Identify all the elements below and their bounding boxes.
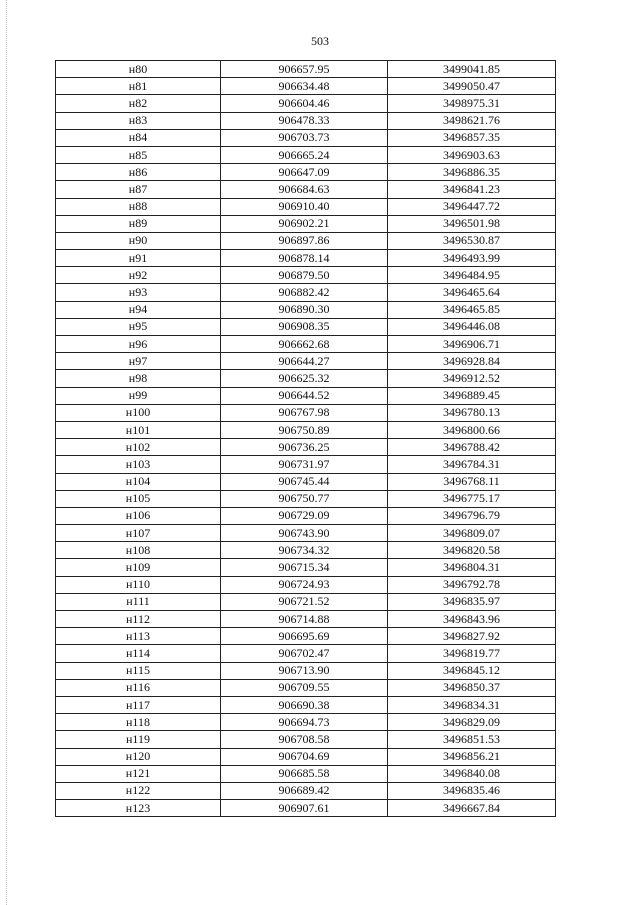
table-row <box>56 490 556 507</box>
x-coordinate-cell: 906689.42 <box>221 782 388 799</box>
table-row <box>56 232 556 249</box>
table-row <box>56 800 556 817</box>
table-row <box>56 576 556 593</box>
y-coordinate-cell: 3498621.76 <box>388 112 556 129</box>
table-row <box>56 78 556 95</box>
table-row <box>56 782 556 799</box>
x-coordinate-cell: 906879.50 <box>221 267 388 284</box>
x-coordinate-cell: 906882.42 <box>221 284 388 301</box>
table-row <box>56 525 556 542</box>
point-id-cell: н83 <box>56 112 221 129</box>
y-coordinate-cell: 3496827.92 <box>388 628 556 645</box>
table-row <box>56 473 556 490</box>
y-coordinate-cell: 3496889.45 <box>388 387 556 404</box>
table-row <box>56 95 556 112</box>
table-row <box>56 714 556 731</box>
x-coordinate-cell: 906736.25 <box>221 439 388 456</box>
y-coordinate-cell: 3496484.95 <box>388 267 556 284</box>
x-coordinate-cell: 906709.55 <box>221 679 388 696</box>
table-row <box>56 146 556 163</box>
y-coordinate-cell: 3499050.47 <box>388 78 556 95</box>
y-coordinate-cell: 3498975.31 <box>388 95 556 112</box>
y-coordinate-cell: 3496912.52 <box>388 370 556 387</box>
x-coordinate-cell: 906685.58 <box>221 765 388 782</box>
point-id-cell: н102 <box>56 439 221 456</box>
table-row <box>56 129 556 146</box>
point-id-cell: н89 <box>56 215 221 232</box>
scan-edge <box>6 0 7 905</box>
table-row <box>56 61 556 78</box>
point-id-cell: н109 <box>56 559 221 576</box>
y-coordinate-cell: 3496886.35 <box>388 164 556 181</box>
point-id-cell: н85 <box>56 146 221 163</box>
y-coordinate-cell: 3496829.09 <box>388 714 556 731</box>
y-coordinate-cell: 3496906.71 <box>388 336 556 353</box>
y-coordinate-cell: 3496857.35 <box>388 129 556 146</box>
point-id-cell: н93 <box>56 284 221 301</box>
y-coordinate-cell: 3496784.31 <box>388 456 556 473</box>
x-coordinate-cell: 906750.77 <box>221 490 388 507</box>
x-coordinate-cell: 906750.89 <box>221 421 388 438</box>
y-coordinate-cell: 3496928.84 <box>388 353 556 370</box>
y-coordinate-cell: 3496851.53 <box>388 731 556 748</box>
point-id-cell: н112 <box>56 611 221 628</box>
y-coordinate-cell: 3496780.13 <box>388 404 556 421</box>
point-id-cell: н81 <box>56 78 221 95</box>
x-coordinate-cell: 906745.44 <box>221 473 388 490</box>
x-coordinate-cell: 906702.47 <box>221 645 388 662</box>
x-coordinate-cell: 906708.58 <box>221 731 388 748</box>
point-id-cell: н106 <box>56 507 221 524</box>
y-coordinate-cell: 3496465.64 <box>388 284 556 301</box>
y-coordinate-cell: 3496856.21 <box>388 748 556 765</box>
table-row <box>56 507 556 524</box>
table-row <box>56 250 556 267</box>
point-id-cell: н96 <box>56 336 221 353</box>
table-row <box>56 559 556 576</box>
x-coordinate-cell: 906743.90 <box>221 525 388 542</box>
x-coordinate-cell: 906908.35 <box>221 318 388 335</box>
y-coordinate-cell: 3496447.72 <box>388 198 556 215</box>
x-coordinate-cell: 906694.73 <box>221 714 388 731</box>
y-coordinate-cell: 3496792.78 <box>388 576 556 593</box>
x-coordinate-cell: 906644.52 <box>221 387 388 404</box>
y-coordinate-cell: 3496903.63 <box>388 146 556 163</box>
point-id-cell: н88 <box>56 198 221 215</box>
y-coordinate-cell: 3496667.84 <box>388 800 556 817</box>
table-row <box>56 370 556 387</box>
y-coordinate-cell: 3496768.11 <box>388 473 556 490</box>
table-row <box>56 284 556 301</box>
x-coordinate-cell: 906647.09 <box>221 164 388 181</box>
table-row <box>56 198 556 215</box>
point-id-cell: н104 <box>56 473 221 490</box>
table-row <box>56 765 556 782</box>
table-row <box>56 301 556 318</box>
y-coordinate-cell: 3496809.07 <box>388 525 556 542</box>
table-row <box>56 645 556 662</box>
x-coordinate-cell: 906907.61 <box>221 800 388 817</box>
x-coordinate-cell: 906690.38 <box>221 696 388 713</box>
x-coordinate-cell: 906721.52 <box>221 593 388 610</box>
point-id-cell: н107 <box>56 525 221 542</box>
table-row <box>56 628 556 645</box>
x-coordinate-cell: 906714.88 <box>221 611 388 628</box>
x-coordinate-cell: 906910.40 <box>221 198 388 215</box>
x-coordinate-cell: 906478.33 <box>221 112 388 129</box>
point-id-cell: н122 <box>56 782 221 799</box>
point-id-cell: н123 <box>56 800 221 817</box>
y-coordinate-cell: 3496788.42 <box>388 439 556 456</box>
table-row <box>56 593 556 610</box>
point-id-cell: н114 <box>56 645 221 662</box>
x-coordinate-cell: 906767.98 <box>221 404 388 421</box>
point-id-cell: н117 <box>56 696 221 713</box>
table-row <box>56 679 556 696</box>
point-id-cell: н115 <box>56 662 221 679</box>
page-number: 503 <box>311 34 329 48</box>
y-coordinate-cell: 3496841.23 <box>388 181 556 198</box>
x-coordinate-cell: 906731.97 <box>221 456 388 473</box>
point-id-cell: н99 <box>56 387 221 404</box>
point-id-cell: н103 <box>56 456 221 473</box>
y-coordinate-cell: 3496843.96 <box>388 611 556 628</box>
point-id-cell: н110 <box>56 576 221 593</box>
x-coordinate-cell: 906604.46 <box>221 95 388 112</box>
table-row <box>56 748 556 765</box>
x-coordinate-cell: 906662.68 <box>221 336 388 353</box>
y-coordinate-cell: 3496775.17 <box>388 490 556 507</box>
y-coordinate-cell: 3496840.08 <box>388 765 556 782</box>
point-id-cell: н105 <box>56 490 221 507</box>
point-id-cell: н91 <box>56 250 221 267</box>
x-coordinate-cell: 906729.09 <box>221 507 388 524</box>
table-row <box>56 542 556 559</box>
y-coordinate-cell: 3496834.31 <box>388 696 556 713</box>
table-row <box>56 404 556 421</box>
point-id-cell: н108 <box>56 542 221 559</box>
table-row <box>56 181 556 198</box>
x-coordinate-cell: 906713.90 <box>221 662 388 679</box>
table-row <box>56 662 556 679</box>
x-coordinate-cell: 906734.32 <box>221 542 388 559</box>
point-id-cell: н90 <box>56 232 221 249</box>
y-coordinate-cell: 3496835.46 <box>388 782 556 799</box>
y-coordinate-cell: 3496804.31 <box>388 559 556 576</box>
point-id-cell: н121 <box>56 765 221 782</box>
point-id-cell: н82 <box>56 95 221 112</box>
x-coordinate-cell: 906684.63 <box>221 181 388 198</box>
x-coordinate-cell: 906703.73 <box>221 129 388 146</box>
table-row <box>56 112 556 129</box>
table-row <box>56 696 556 713</box>
coordinates-table <box>55 60 556 817</box>
point-id-cell: н80 <box>56 61 221 78</box>
point-id-cell: н100 <box>56 404 221 421</box>
point-id-cell: н119 <box>56 731 221 748</box>
x-coordinate-cell: 906695.69 <box>221 628 388 645</box>
x-coordinate-cell: 906897.86 <box>221 232 388 249</box>
y-coordinate-cell: 3496530.87 <box>388 232 556 249</box>
point-id-cell: н118 <box>56 714 221 731</box>
point-id-cell: н86 <box>56 164 221 181</box>
table-row <box>56 611 556 628</box>
table-row <box>56 164 556 181</box>
y-coordinate-cell: 3496465.85 <box>388 301 556 318</box>
x-coordinate-cell: 906724.93 <box>221 576 388 593</box>
table-row <box>56 439 556 456</box>
y-coordinate-cell: 3496800.66 <box>388 421 556 438</box>
point-id-cell: н97 <box>56 353 221 370</box>
point-id-cell: н111 <box>56 593 221 610</box>
point-id-cell: н120 <box>56 748 221 765</box>
table-row <box>56 421 556 438</box>
x-coordinate-cell: 906704.69 <box>221 748 388 765</box>
x-coordinate-cell: 906657.95 <box>221 61 388 78</box>
y-coordinate-cell: 3496446.08 <box>388 318 556 335</box>
table-row <box>56 387 556 404</box>
y-coordinate-cell: 3496501.98 <box>388 215 556 232</box>
table-row <box>56 267 556 284</box>
table-row <box>56 318 556 335</box>
x-coordinate-cell: 906665.24 <box>221 146 388 163</box>
table-row <box>56 731 556 748</box>
point-id-cell: н94 <box>56 301 221 318</box>
x-coordinate-cell: 906878.14 <box>221 250 388 267</box>
y-coordinate-cell: 3496493.99 <box>388 250 556 267</box>
point-id-cell: н92 <box>56 267 221 284</box>
x-coordinate-cell: 906625.32 <box>221 370 388 387</box>
x-coordinate-cell: 906644.27 <box>221 353 388 370</box>
point-id-cell: н113 <box>56 628 221 645</box>
coordinates-table-body <box>56 61 556 817</box>
y-coordinate-cell: 3496819.77 <box>388 645 556 662</box>
table-row <box>56 353 556 370</box>
x-coordinate-cell: 906902.21 <box>221 215 388 232</box>
y-coordinate-cell: 3496845.12 <box>388 662 556 679</box>
y-coordinate-cell: 3496796.79 <box>388 507 556 524</box>
y-coordinate-cell: 3496850.37 <box>388 679 556 696</box>
point-id-cell: н84 <box>56 129 221 146</box>
y-coordinate-cell: 3496820.58 <box>388 542 556 559</box>
point-id-cell: н87 <box>56 181 221 198</box>
y-coordinate-cell: 3499041.85 <box>388 61 556 78</box>
table-row <box>56 336 556 353</box>
x-coordinate-cell: 906890.30 <box>221 301 388 318</box>
point-id-cell: н98 <box>56 370 221 387</box>
table-row <box>56 456 556 473</box>
point-id-cell: н95 <box>56 318 221 335</box>
y-coordinate-cell: 3496835.97 <box>388 593 556 610</box>
x-coordinate-cell: 906634.48 <box>221 78 388 95</box>
point-id-cell: н116 <box>56 679 221 696</box>
point-id-cell: н101 <box>56 421 221 438</box>
table-row <box>56 215 556 232</box>
x-coordinate-cell: 906715.34 <box>221 559 388 576</box>
